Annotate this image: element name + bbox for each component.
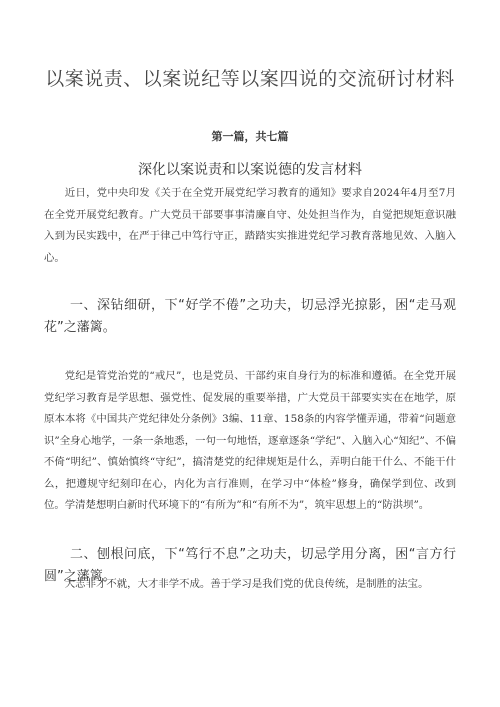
paragraph-study: 大志非才不就，大才非学不成。善于学习是我们党的优良传统，是制胜的法宝。 [64,578,429,590]
paragraph-discipline: 党纪是管党治党的“戒尺”，也是党员、干部约束自身行为的标准和遵循。在全党开展党纪学习教育是学思想、强党性、促发展的重要举措，广大党员干部要实实在在地学，原原本本将《中国共产党纪律处分条例》3编、11章、158条的内容学懂弄通，带着“问题意识”全身心地学，一条一条地悉，一句一句地悟，逐章逐条“学纪”、入脑入心“知纪”、不偏不倚“明纪”、慎始慎终“守纪”，搞清楚党的纪律规矩是什么，弄明白能干什么、不能干什么，把遵规守纪刻印在心，内化为言行准则，在学习中“体检”修身，确保学到位、改到位。学清楚想明白新时代环境下的“有所为”和“有所不为”，筑牢思想上的“防洪坝”。 [44,370,456,511]
section-label: 第一篇，共七篇 [211,130,289,143]
heading-two: 二、刨根问底，下“笃行不息”之功夫，切忌学用分离，困“言方行圆”之藩篱。 [44,547,456,584]
heading-one: 一、深钻细研，下“好学不倦”之功夫，切忌浮光掠影，困“走马观花”之藩篱。 [44,298,456,335]
section-title: 深化以案说责和以案说德的发言材料 [138,162,362,178]
document-title: 以案说责、以案说纪等以案四说的交流研讨材料 [45,68,455,90]
paragraph-intro: 近日，党中央印发《关于在全党开展党纪学习教育的通知》要求自2024年4月至7月在全党开展党纪教育。广大党员干部要事事清廉自守、处处担当作为，自觉把规矩意识融入到为民实践中，在严于律己中笃行守正，踏踏实实推进党纪学习教育落地见效、入脑入心。 [44,187,456,264]
